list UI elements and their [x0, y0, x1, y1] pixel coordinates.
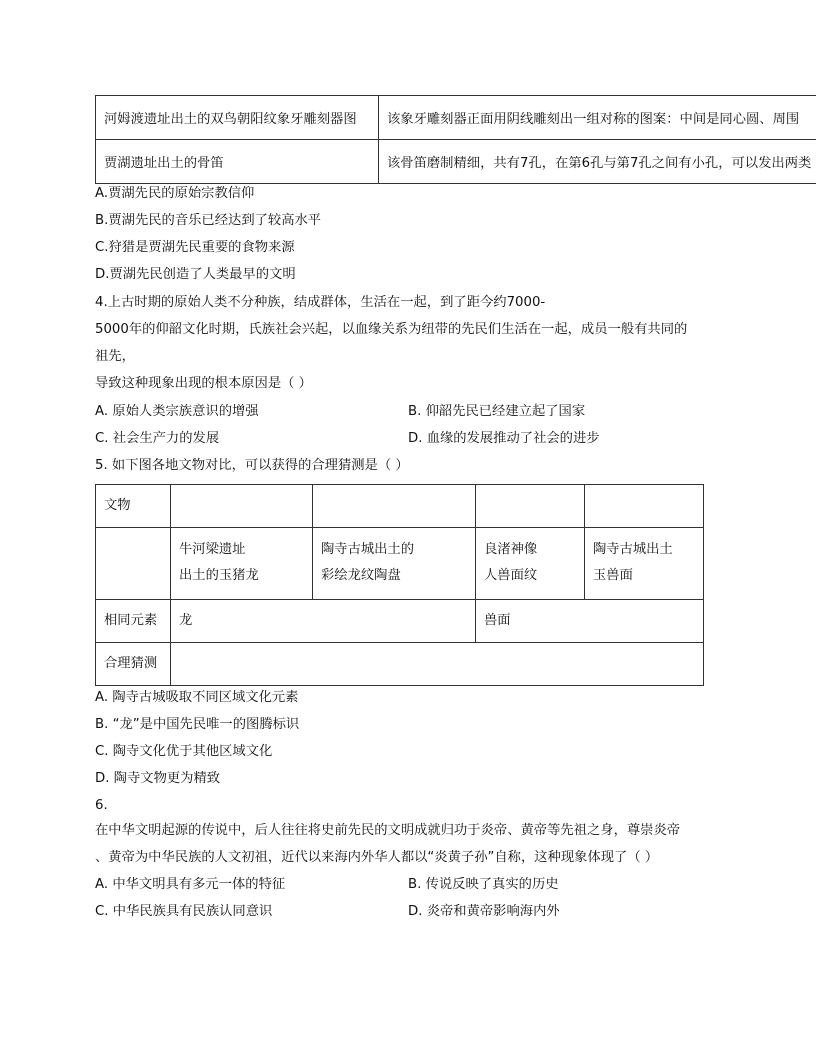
artifact-description-table — [95, 95, 816, 184]
q5-stem: 5. 如下图各地文物对比，可以获得的合理猜测是（ ） — [95, 458, 409, 473]
artifact-name-line: 牛河梁遗址 — [179, 542, 246, 557]
table-row — [96, 643, 704, 686]
artifact-name-cell — [313, 528, 476, 600]
artifact-comparison-table — [95, 484, 704, 686]
table-header-cell: 文物 — [96, 485, 171, 528]
table-row — [96, 485, 704, 528]
table-cell — [96, 528, 171, 600]
table-cell — [585, 485, 704, 528]
q4-stem-line: 祖先， — [95, 349, 135, 364]
table-header-cell: 相同元素 — [96, 600, 171, 643]
q4-option-c: C. 社会生产力的发展 — [95, 431, 220, 446]
q6-option-d: D. 炎帝和黄帝影响海内外 — [408, 904, 560, 919]
q5-option-a: A. 陶寺古城吸取不同区域文化元素 — [95, 690, 299, 705]
q4-stem-line: 4.上古时期的原始人类不分种族，结成群体，生活在一起，到了距今约7000- — [95, 295, 546, 310]
q4-option-b: B. 仰韶先民已经建立起了国家 — [408, 404, 586, 419]
artifact-name-cell — [585, 528, 704, 600]
artifact-name-line: 玉兽面 — [593, 568, 633, 583]
q5-option-d: D. 陶寺文物更为精致 — [95, 771, 221, 786]
table-header-cell: 合理猜测 — [96, 643, 171, 686]
table-cell — [171, 485, 313, 528]
q5-option-c: C. 陶寺文化优于其他区域文化 — [95, 744, 273, 759]
q5-option-b: B. “龙”是中国先民唯一的图腾标识 — [95, 717, 300, 732]
q4-option-a: A. 原始人类宗族意识的增强 — [95, 404, 259, 419]
q4-option-d: D. 血缘的发展推动了社会的进步 — [408, 431, 600, 446]
table-row — [96, 96, 816, 140]
common-element-cell: 兽面 — [476, 600, 704, 643]
q6-number: 6. — [95, 798, 108, 813]
q6-option-c: C. 中华民族具有民族认同意识 — [95, 904, 273, 919]
artifact-name-cell — [476, 528, 585, 600]
table-cell: 该象牙雕刻器正面用阴线雕刻出一组对称的图案：中间是同心圆、周围 — [379, 96, 816, 140]
q3-option-c: C.狩猎是贾湖先民重要的食物来源 — [95, 240, 295, 255]
table-row — [96, 528, 704, 600]
q3-option-b: B.贾湖先民的音乐已经达到了较高水平 — [95, 213, 322, 228]
artifact-name-line: 良渚神像 — [484, 542, 538, 557]
table-row — [96, 600, 704, 643]
artifact-name-line: 陶寺古城出土的 — [321, 542, 415, 557]
artifact-name-line: 出土的玉猪龙 — [179, 568, 259, 583]
q6-option-a: A. 中华文明具有多元一体的特征 — [95, 877, 286, 892]
common-element-cell: 龙 — [171, 600, 476, 643]
artifact-name-line: 人兽面纹 — [484, 568, 538, 583]
q6-stem-line: 在中华文明起源的传说中，后人往往将史前先民的文明成就归功于炎帝、黄帝等先祖之身，尊崇炎帝 — [95, 823, 681, 838]
table-row — [96, 140, 816, 184]
artifact-name-line: 陶寺古城出土 — [593, 542, 673, 557]
table-cell: 该骨笛磨制精细，共有7孔，在第6孔与第7孔之间有小孔，可以发出两类 — [379, 140, 816, 184]
q4-stem-line: 5000年的仰韶文化时期，氏族社会兴起，以血缘关系为纽带的先民们生活在一起，成员一般有共同的 — [95, 322, 688, 337]
q3-option-a: A.贾湖先民的原始宗教信仰 — [95, 186, 255, 201]
artifact-name-line: 彩绘龙纹陶盘 — [321, 568, 401, 583]
q4-stem-line: 导致这种现象出现的根本原因是（ ） — [95, 376, 312, 391]
q6-stem-line: 、黄帝为中华民族的人文初祖，近代以来海内外华人都以“炎黄子孙”自称，这种现象体现了（ ） — [95, 850, 659, 865]
table-cell — [476, 485, 585, 528]
artifact-name-cell — [171, 528, 313, 600]
guess-cell — [171, 643, 704, 686]
table-cell: 河姆渡遗址出土的双鸟朝阳纹象牙雕刻器图 — [96, 96, 379, 140]
table-cell — [313, 485, 476, 528]
table-cell: 贾湖遗址出土的骨笛 — [96, 140, 379, 184]
q3-option-d: D.贾湖先民创造了人类最早的文明 — [95, 267, 296, 282]
q6-option-b: B. 传说反映了真实的历史 — [408, 877, 559, 892]
